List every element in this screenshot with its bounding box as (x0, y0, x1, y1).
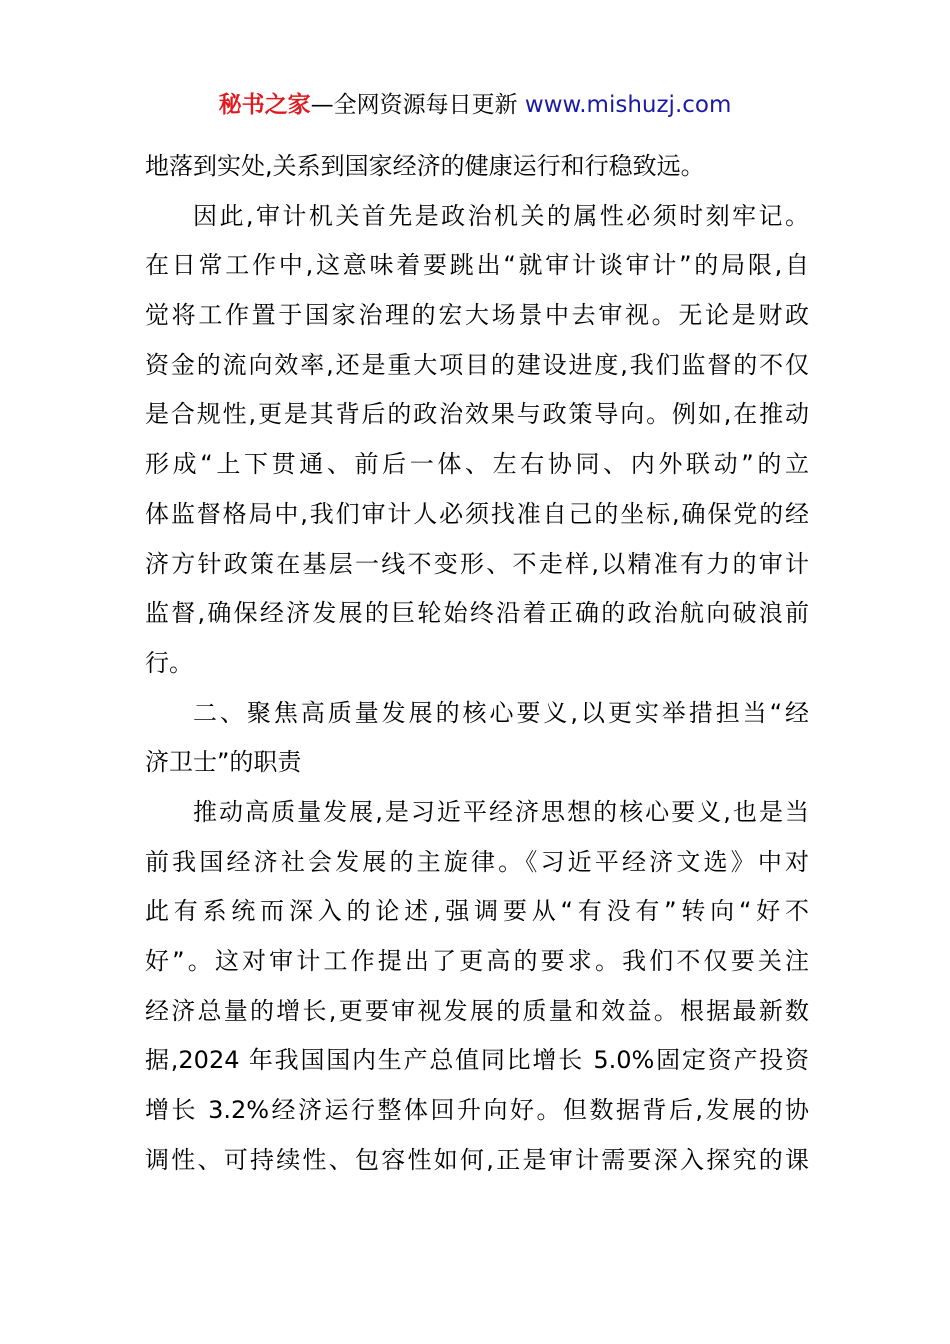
text-line: 体监督格局中,我们审计人必须找准自己的坐标,确保党的经 (145, 499, 809, 528)
text-line: 监督,确保经济发展的巨轮始终沿着正确的政治航向破浪前 (145, 599, 809, 628)
text-line: 济方针政策在基层一线不变形、不走样,以精准有力的审计 (145, 549, 809, 578)
text-line: 觉将工作置于国家治理的宏大场景中去审视。无论是财政 (145, 301, 809, 330)
text-line: 资金的流向效率,还是重大项目的建设进度,我们监督的不仅 (145, 350, 809, 379)
text-line: 增长 3.2%经济运行整体回升向好。但数据背后,发展的协 (145, 1096, 809, 1125)
text-line: 行。 (145, 648, 193, 677)
text-line: 地落到实处,关系到国家经济的健康运行和行稳致远。 (145, 152, 705, 180)
text-line: 形成“上下贯通、前后一体、左右协同、内外联动”的立 (145, 450, 809, 479)
section-heading-line: 济卫士”的职责 (145, 748, 302, 777)
text-line: 经济总量的增长,更要审视发展的质量和效益。根据最新数 (145, 996, 809, 1025)
section-heading-line: 二、聚焦高质量发展的核心要义,以更实举措担当“经 (193, 698, 809, 727)
document-body (145, 142, 809, 1185)
text-line: 好”。这对审计工作提出了更高的要求。我们不仅要关注 (145, 947, 809, 975)
paragraph-first-line: 因此,审计机关首先是政治机关的属性必须时刻牢记。 (193, 201, 809, 230)
header-tagline: —全网资源每日更新 (310, 92, 518, 118)
text-line: 前我国经济社会发展的主旋律。《习近平经济文选》中对 (145, 847, 809, 876)
text-line: 此有系统而深入的论述,强调要从“有没有”转向“好不 (145, 897, 809, 926)
site-url[interactable]: www.mishuzj.com (524, 92, 732, 118)
text-line: 调性、可持续性、包容性如何,正是审计需要深入探究的课 (145, 1145, 809, 1174)
text-line: 是合规性,更是其背后的政治效果与政策导向。例如,在推动 (145, 400, 809, 429)
brand-name: 秘书之家 (218, 92, 311, 118)
page-header (0, 88, 950, 122)
paragraph-first-line: 推动高质量发展,是习近平经济思想的核心要义,也是当 (193, 797, 809, 826)
text-line: 据,2024 年我国国内生产总值同比增长 5.0%固定资产投资 (145, 1046, 809, 1075)
text-line: 在日常工作中,这意味着要跳出“就审计谈审计”的局限,自 (145, 251, 809, 280)
